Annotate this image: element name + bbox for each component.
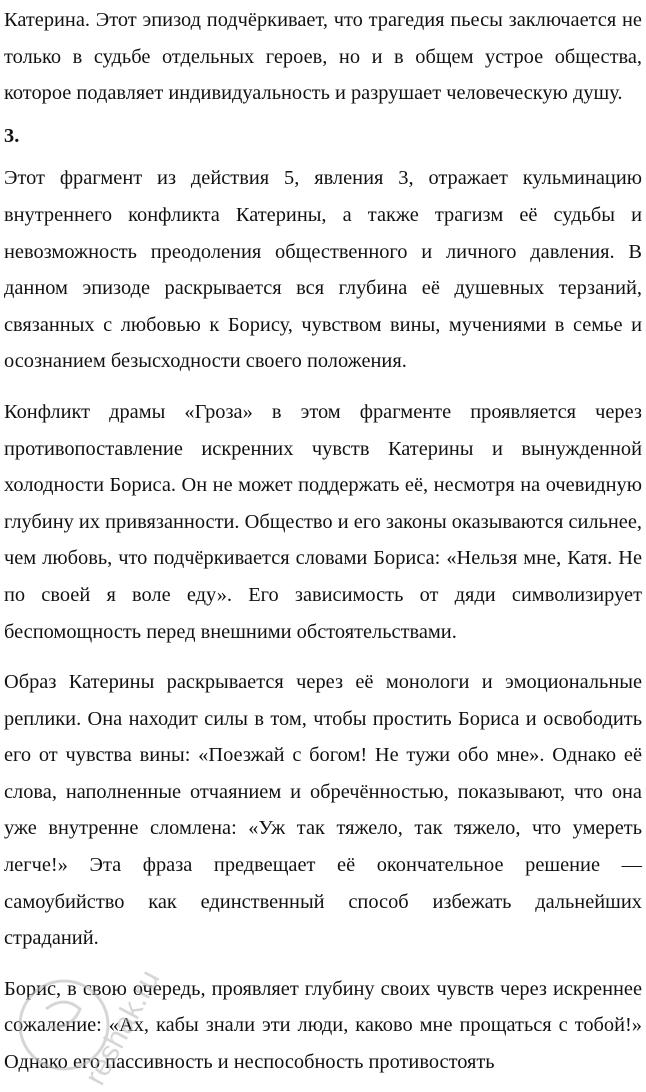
paragraph-intro: Катерина. Этот эпизод подчёркивает, что трагедия пьесы заключается не только в судьбе отдельных героев, но и в общем устрое общества, которое подавляет индивидуальность и разрушает человеческую душу. [4, 9, 642, 105]
paragraph-1: Этот фрагмент из действия 5, явления 3, отражает кульминацию внутреннего конфликта Катерины, а также трагизм её судьбы и невозможность преодоления общественного и личного давления. В данном эпизоде раскрывается вся глубина её душевных терзаний, связанных с любовью к Борису, чувством вины, мучениями в семье и осознанием безысходности своего положения. [4, 167, 642, 373]
paragraph-2: Конфликт драмы «Гроза» в этом фрагменте проявляется через противопоставление искренних чувств Катерины и вынужденной холодности Бориса. Он не может поддержать её, несмотря на очевидную глубину их привязанности. Общество и его законы оказываются сильнее, чем любовь, что подчёркивается словами Бориса: «Нельзя мне, Катя. Не по своей я воле еду». Его зависимость от дяди символизирует беспомощность перед внешними обстоятельствами. [4, 400, 642, 643]
watermark-text: reshak.ru [78, 964, 167, 1091]
paragraph-4: Борис, в свою очередь, проявляет глубину своих чувств через искреннее сожаление: «Ах, кабы знали эти люди, каково мне прощаться с тобой!» Однако его пассивность и неспособность противостоять [4, 977, 642, 1074]
document-body [4, 2, 642, 1081]
section-number: 3. [4, 124, 20, 147]
paragraph-3: Образ Катерины раскрывается через её монологи и эмоциональные реплики. Она находит силы в том, чтобы простить Бориса и освободить его от чувства вины: «Поезжай с богом! Не тужи обо мне». Однако её слова, наполненные отчаянием и обречённостью, показывают, что она уже внутренне сломлена: «Уж так тяжело, так тяжело, что умереть легче!» Эта фраза предвещает её окончательное решение — самоубийство как единственный способ избежать дальнейших страданий. [4, 671, 642, 950]
